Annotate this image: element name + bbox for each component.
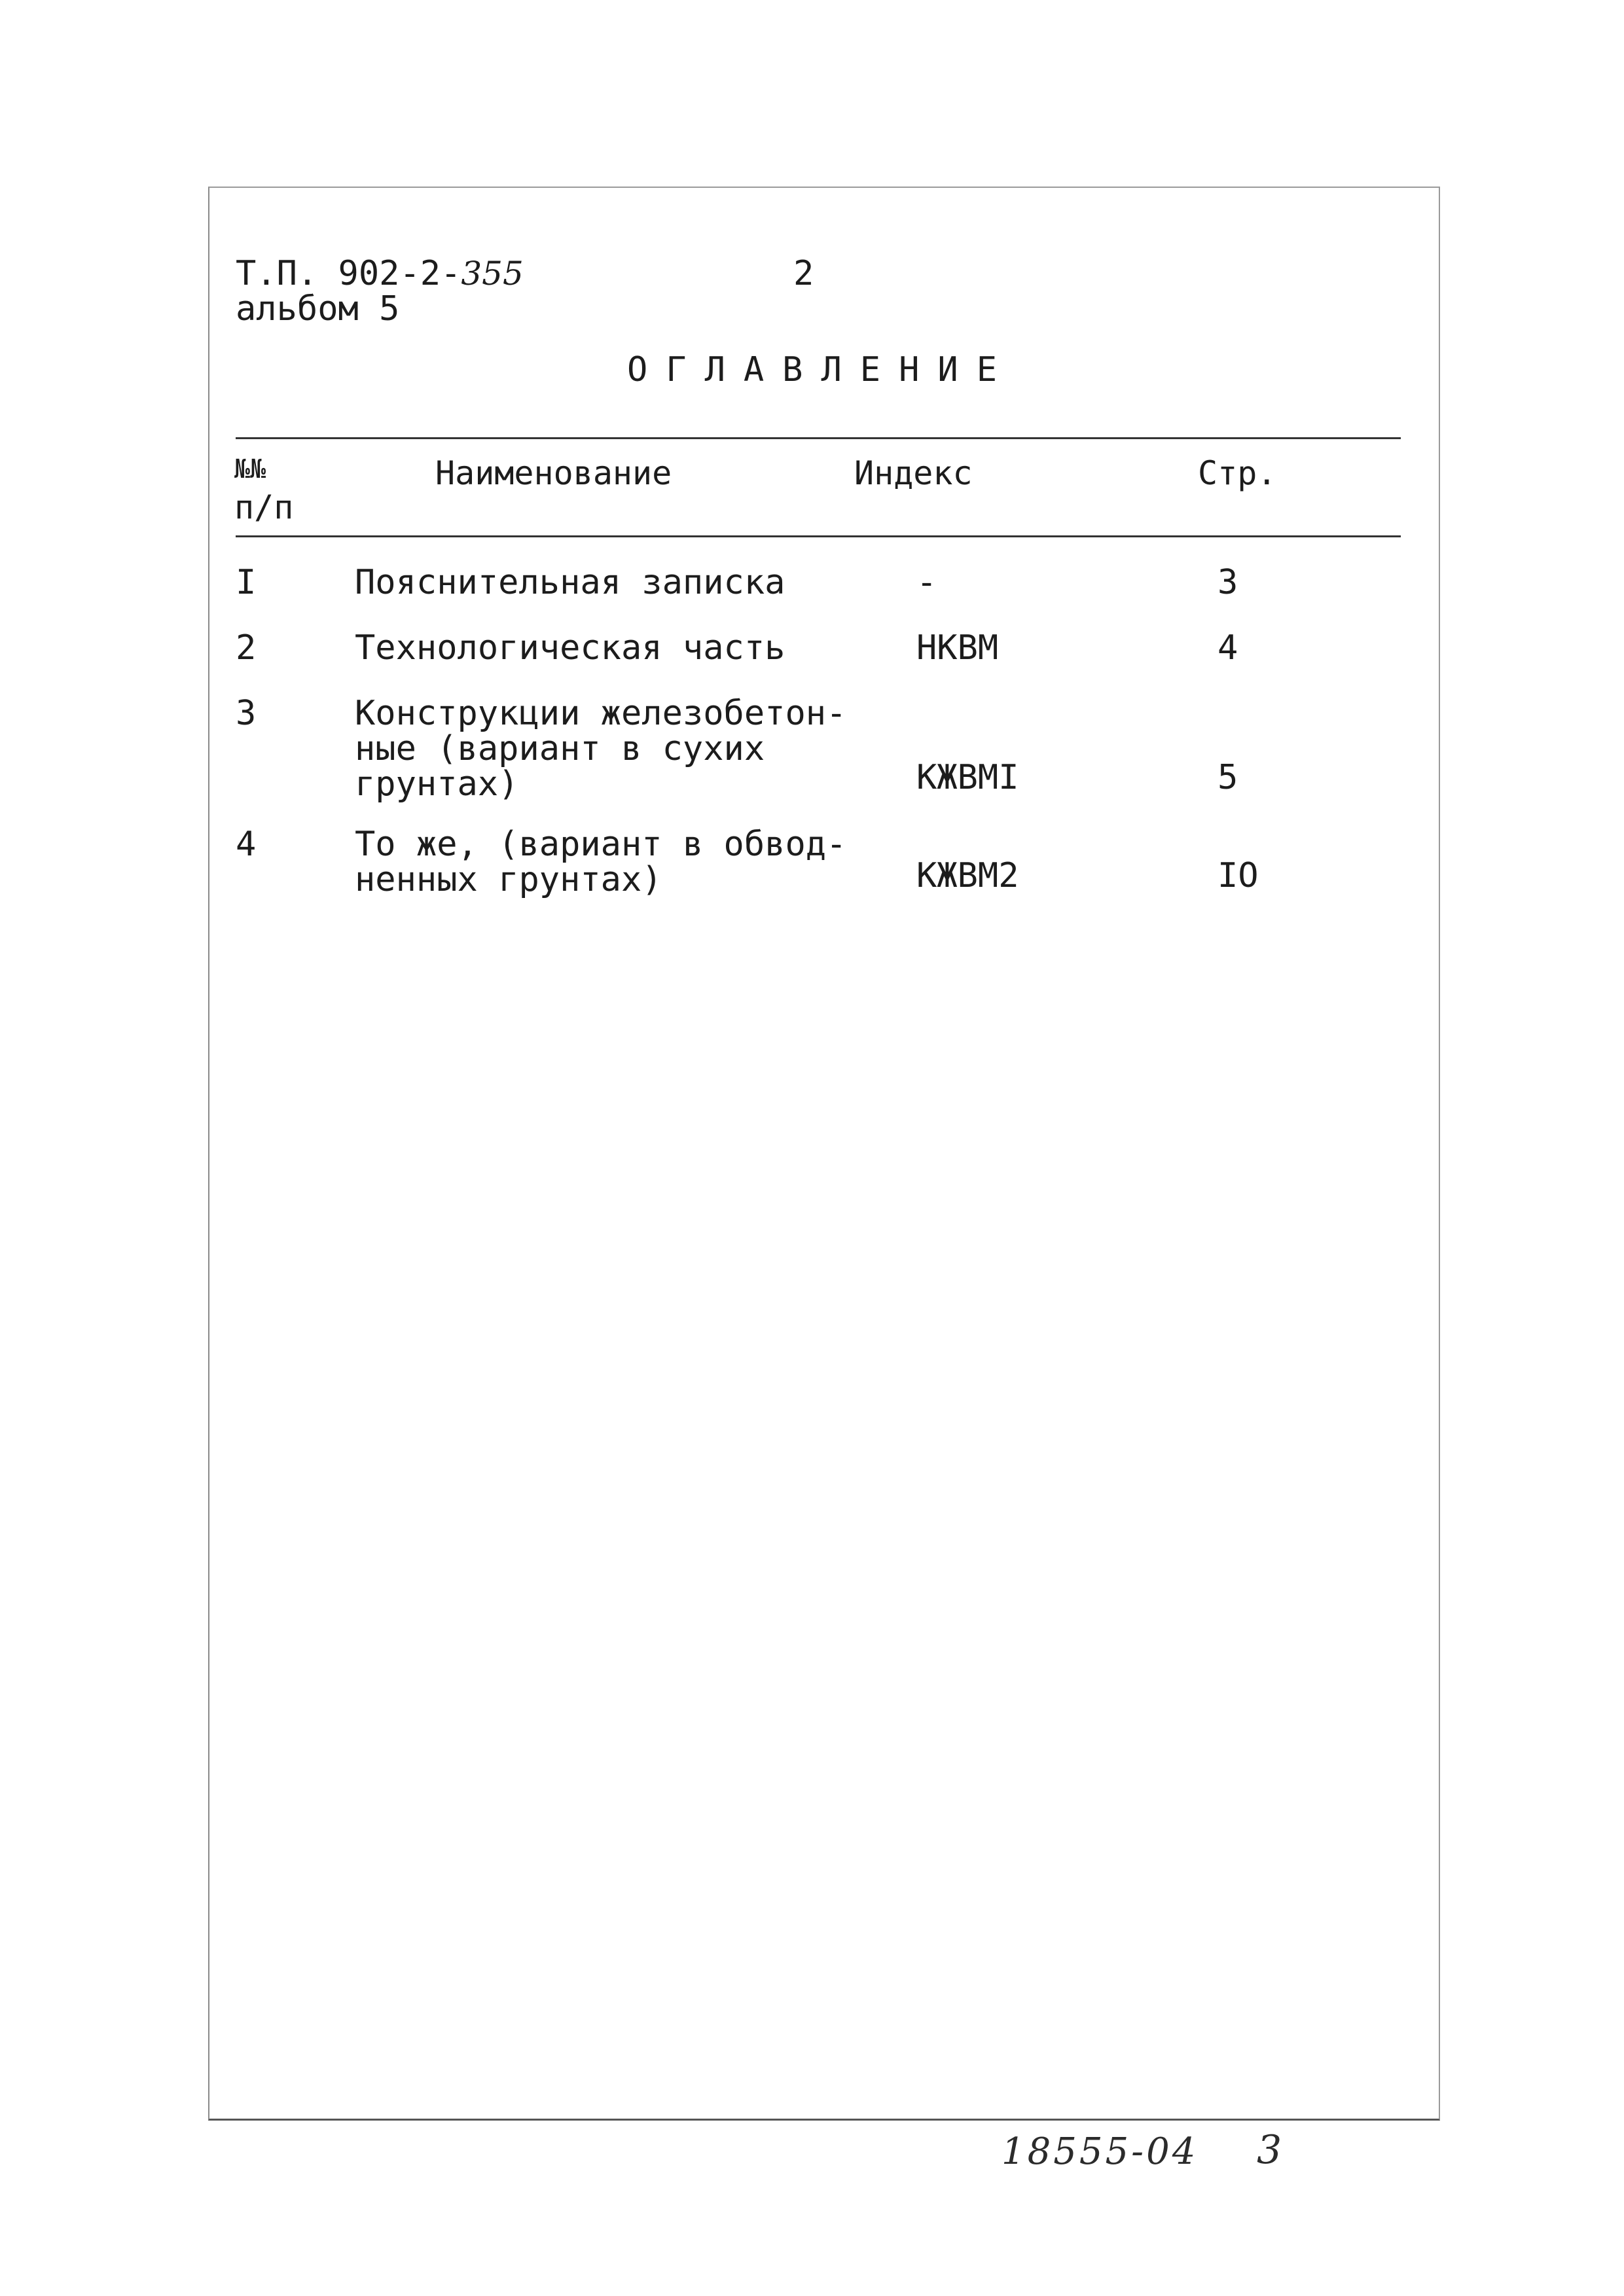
col-header-index: Индекс: [854, 454, 973, 492]
row-4-index: КЖВМ2: [916, 856, 1019, 895]
page-title: ОГЛАВЛЕНИЕ: [626, 350, 1016, 389]
row-2-num: 2: [236, 628, 257, 668]
row-4-name-line-1: То же, (вариант в обвод-: [355, 825, 847, 864]
row-2-index: НКВМ: [916, 628, 999, 668]
page-number: 2: [793, 254, 814, 293]
row-3-name-line-3: грунтах): [355, 764, 519, 804]
row-2-page: 4: [1218, 628, 1238, 668]
row-4-num: 4: [236, 825, 257, 864]
col-header-num-2: п/п: [234, 488, 294, 526]
row-1-page: 3: [1218, 563, 1238, 602]
inventory-number: 18555-04: [1001, 2130, 1199, 2173]
col-header-page: Стр.: [1198, 454, 1277, 492]
sheet-number: 3: [1257, 2127, 1285, 2173]
doc-code: [236, 254, 524, 293]
doc-code-number: 355: [461, 255, 524, 293]
table-top-rule: [236, 437, 1401, 439]
table-header-rule: [236, 535, 1401, 537]
album-label: альбом 5: [236, 289, 400, 329]
row-1-name: Пояснительная записка: [355, 563, 785, 602]
row-3-num: 3: [236, 694, 257, 733]
row-3-name-line-1: Конструкции железобетон-: [355, 694, 847, 733]
row-4-name-line-2: ненных грунтах): [355, 860, 662, 899]
row-1-num: I: [236, 563, 257, 602]
row-4-page: IO: [1218, 856, 1259, 895]
doc-code-prefix: Т.П. 902-2-: [236, 254, 461, 293]
row-2-name: Технологическая часть: [355, 628, 785, 668]
row-3-name-line-2: ные (вариант в сухих: [355, 729, 765, 768]
col-header-name: Наименование: [435, 454, 672, 492]
row-3-page: 5: [1218, 758, 1238, 797]
col-header-num-1: №№: [234, 454, 266, 484]
row-1-index: -: [916, 563, 937, 602]
row-3-index: КЖВМI: [916, 758, 1019, 797]
